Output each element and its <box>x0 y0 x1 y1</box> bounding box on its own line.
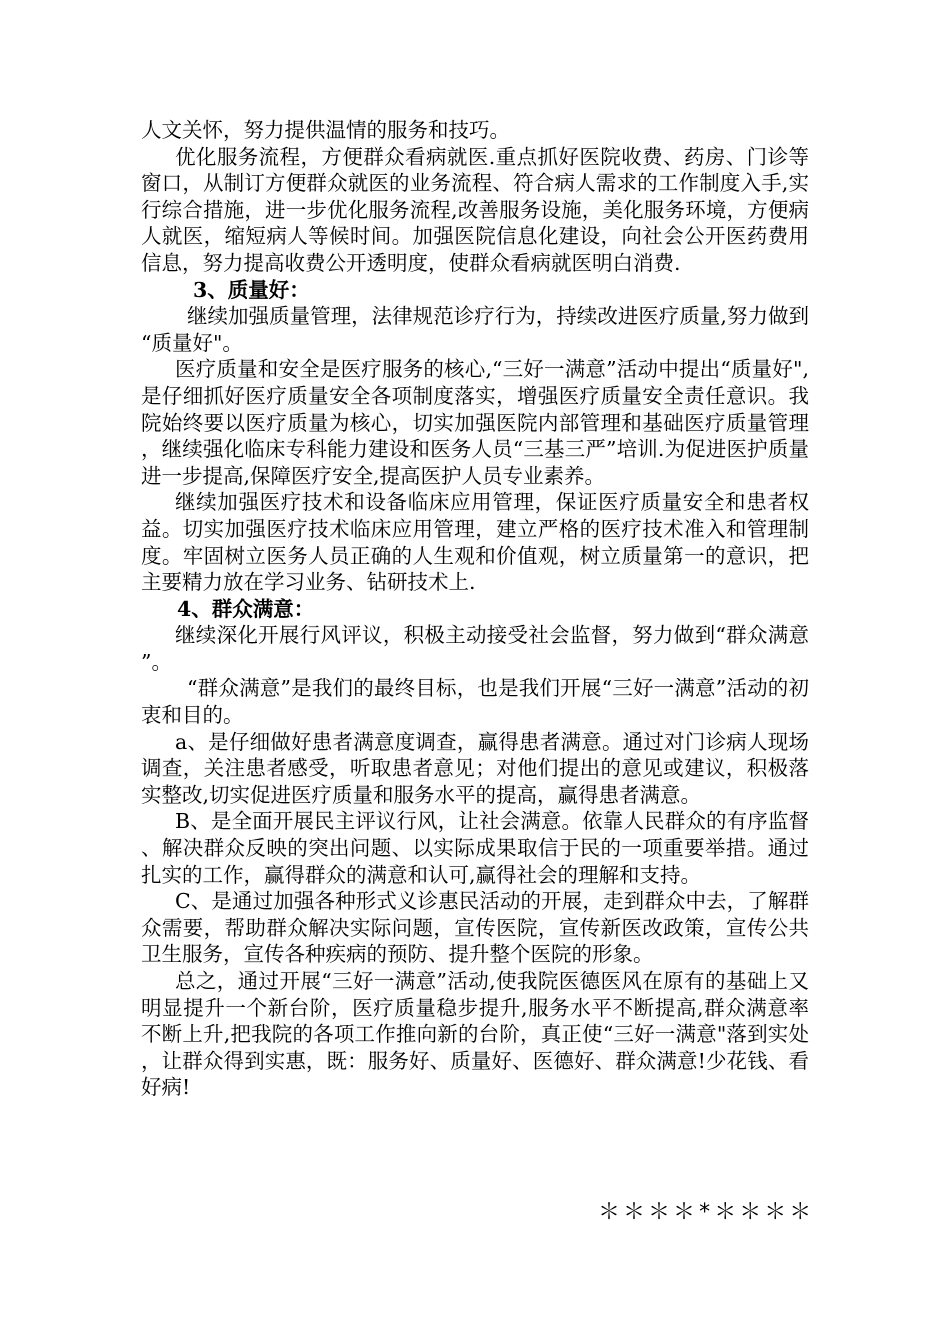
paragraph-item-b: B、是全面开展民主评议行风，让社会满意。依靠人民群众的有序监督、解决群众反映的突出问题、以实际成果取信于民的一项重要举措。通过扎实的工作，赢得群众的满意和认可,赢得社会的理解和支持。 <box>141 809 809 887</box>
heading-quality-good: 3、质量好： <box>193 277 310 302</box>
paragraph-conclusion: 总之，通过开展“三好一满意”活动,使我院医德医风在原有的基础上又明显提升一个新台阶，医疗质量稳步提升,服务水平不断提高,群众满意率不断上升,把我院的各项工作推向新的台阶，真正使“三好一满意"落到实处，让群众得到实惠，既：服务好、质量好、医德好、群众满意!少花钱、看好病! <box>141 969 809 1100</box>
paragraph-optimize-service-flow: 优化服务流程，方便群众看病就医.重点抓好医院收费、药房、门诊等窗口，从制订方便群众就医的业务流程、符合病人需求的工作制度入手,实行综合措施，进一步优化服务流程,改善服务设施，美化服务环境，方便病人就医，缩短病人等候时间。加强医院信息化建设，向社会公开医药费用信息，努力提高收费公开透明度，使群众看病就医明白消费. <box>141 144 809 275</box>
paragraph-final-goal: “群众满意”是我们的最终目标，也是我们开展“三好一满意”活动的初衷和目的。 <box>141 676 809 728</box>
paragraph-technology-management: 继续加强医疗技术和设备临床应用管理，保证医疗质量安全和患者权益。切实加强医疗技术临床应用管理，建立严格的医疗技术准入和管理制度。牢固树立医务人员正确的人生观和价值观，树立质量第一的意识，把主要精力放在学习业务、钻研技术上. <box>141 490 809 595</box>
paragraph-item-c: C、是通过加强各种形式义诊惠民活动的开展，走到群众中去，了解群众需要，帮助群众解决实际问题，宣传医院，宣传新医改政策，宣传公共卫生服务，宣传各种疾病的预防、提升整个医院的形象。 <box>141 889 809 967</box>
document-body <box>141 117 809 1101</box>
heading-public-satisfaction: 4、群众满意： <box>177 596 315 621</box>
paragraph-humanistic-care: 人文关怀，努力提供温情的服务和技巧。 <box>141 118 510 142</box>
end-mark: ＊＊＊＊*＊＊＊＊ <box>598 1200 815 1225</box>
paragraph-industry-review: 继续深化开展行风评议，积极主动接受社会监督，努力做到“群众满意”。 <box>141 623 809 674</box>
paragraph-quality-management: 继续加强质量管理，法律规范诊疗行为，持续改进医疗质量,努力做到“质量好"。 <box>141 304 809 355</box>
paragraph-item-a: a、是仔细做好患者满意度调查，赢得患者满意。通过对门诊病人现场调查，关注患者感受，听取患者意见；对他们提出的意见或建议，积极落实整改,切实促进医疗质量和服务水平的提高，赢得患者满意。 <box>141 729 809 807</box>
paragraph-quality-safety-core: 医疗质量和安全是医疗服务的核心,“三好一满意”活动中提出“质量好",是仔细抓好医疗质量安全各项制度落实，增强医疗质量安全责任意识。我院始终要以医疗质量为核心，切实加强医院内部管理和基础医疗质量管理，继续强化临床专科能力建设和医务人员“三基三严”培训.为促进医护质量进一步提高,保障医疗安全,提高医护人员专业素养。 <box>141 357 809 488</box>
